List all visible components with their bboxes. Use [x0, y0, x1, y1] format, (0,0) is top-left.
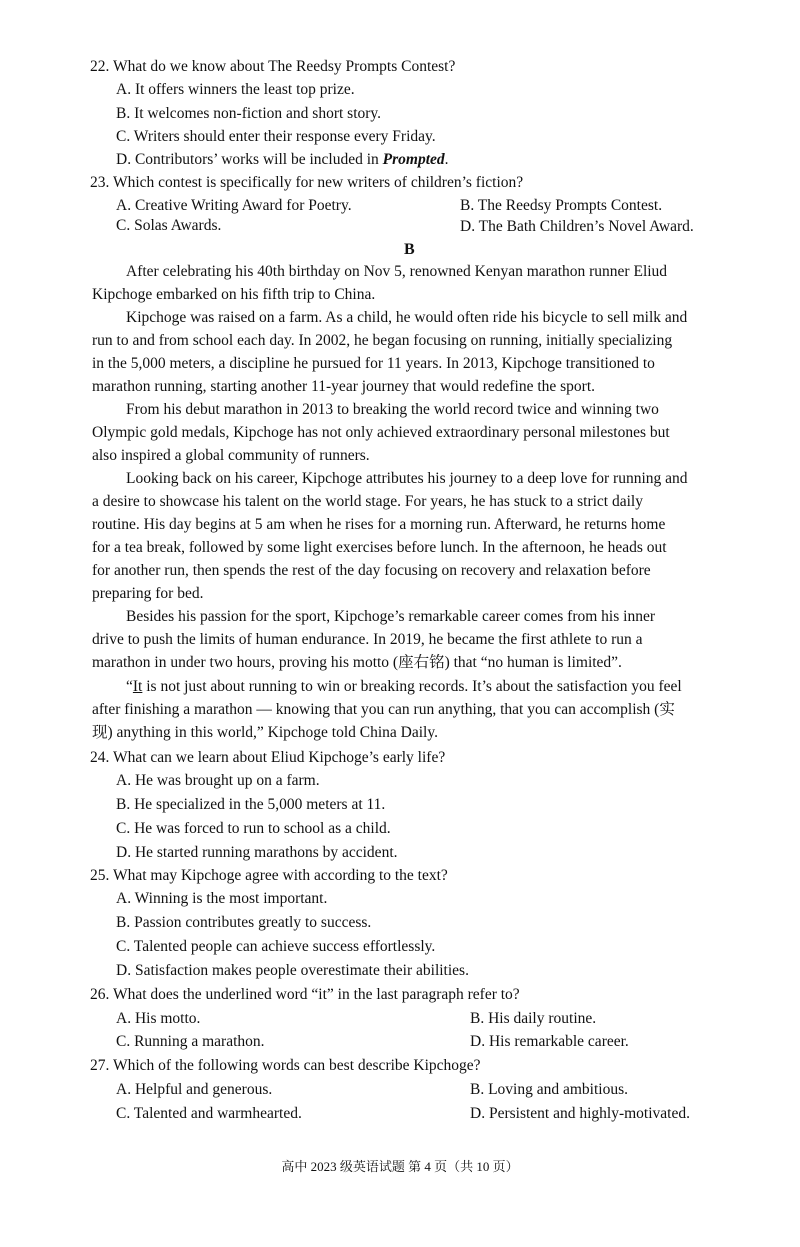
question-25-option-c: C. Talented people can achieve success effortlessly. — [116, 938, 436, 955]
passage-line: Olympic gold medals, Kipchoge has not only achieved extraordinary personal milestones but — [92, 424, 670, 441]
passage-line: in the 5,000 meters, a discipline he pursued for 11 years. In 2013, Kipchoge transitioned to — [92, 355, 655, 372]
question-23-option-d: D. The Bath Children’s Novel Award. — [460, 218, 694, 235]
passage-line: From his debut marathon in 2013 to breaking the world record twice and winning two — [126, 401, 659, 418]
question-25-stem: 25. What may Kipchoge agree with according to the text? — [90, 867, 448, 884]
question-27-stem: 27. Which of the following words can best describe Kipchoge? — [90, 1057, 481, 1074]
passage-line-rest: is not just about running to win or breaking records. It’s about the satisfaction you feel — [142, 678, 682, 695]
passage-open-quote: “ — [126, 678, 133, 695]
question-24-option-b: B. He specialized in the 5,000 meters at 11. — [116, 796, 386, 813]
question-24-option-a: A. He was brought up on a farm. — [116, 772, 320, 789]
question-22-option-c: C. Writers should enter their response every Friday. — [116, 128, 436, 145]
question-23-option-c: C. Solas Awards. — [116, 217, 222, 234]
question-27-option-d: D. Persistent and highly-motivated. — [470, 1105, 690, 1122]
question-26-option-d: D. His remarkable career. — [470, 1033, 629, 1050]
question-27-option-b: B. Loving and ambitious. — [470, 1081, 629, 1098]
section-heading: B — [404, 241, 415, 258]
question-23-stem: 23. Which contest is specifically for new writers of children’s fiction? — [90, 174, 524, 191]
question-22-option-d — [116, 150, 449, 170]
passage-line: preparing for bed. — [92, 585, 204, 602]
passage-line: After celebrating his 40th birthday on Nov 5, renowned Kenyan marathon runner Eliud — [126, 263, 668, 280]
question-22-stem: 22. What do we know about The Reedsy Prompts Contest? — [90, 58, 456, 75]
passage-line: for a tea break, followed by some light exercises before lunch. In the afternoon, he heads out — [92, 539, 667, 556]
question-25-option-b: B. Passion contributes greatly to success. — [116, 914, 372, 931]
question-27-option-c: C. Talented and warmhearted. — [116, 1105, 302, 1122]
passage-line: Kipchoge embarked on his fifth trip to China. — [92, 286, 376, 303]
question-27-option-a: A. Helpful and generous. — [116, 1081, 273, 1098]
question-22-option-d-text: D. Contributors’ works will be included in — [116, 151, 383, 168]
passage-line: also inspired a global community of runners. — [92, 447, 370, 464]
question-24-option-c: C. He was forced to run to school as a child. — [116, 820, 391, 837]
question-26-option-a: A. His motto. — [116, 1010, 201, 1027]
passage-line: drive to push the limits of human endurance. In 2019, he became the first athlete to run a — [92, 631, 643, 648]
question-24-option-d: D. He started running marathons by accident. — [116, 844, 398, 861]
passage-line: routine. His day begins at 5 am when he rises for a morning run. Afterward, he returns home — [92, 516, 666, 533]
passage-line: 现) anything in this world,” Kipchoge told China Daily. — [92, 724, 438, 741]
passage-line — [126, 677, 682, 697]
underlined-word-it: It — [132, 678, 143, 695]
question-22-option-a: A. It offers winners the least top prize. — [116, 81, 355, 98]
prompted-title: Prompted — [382, 151, 445, 168]
passage-line: a desire to showcase his talent on the world stage. For years, he has stuck to a strict daily — [92, 493, 643, 510]
question-22-option-b: B. It welcomes non-fiction and short story. — [116, 105, 382, 122]
question-25-option-a: A. Winning is the most important. — [116, 890, 328, 907]
passage-line: Besides his passion for the sport, Kipchoge’s remarkable career comes from his inner — [126, 608, 655, 625]
passage-line: marathon in under two hours, proving his motto (座右铭) that “no human is limited”. — [92, 654, 622, 671]
question-26-stem: 26. What does the underlined word “it” in the last paragraph refer to? — [90, 986, 520, 1003]
passage-line: for another run, then spends the rest of the day focusing on recovery and relaxation before — [92, 562, 651, 579]
passage-line: marathon running, starting another 11-year journey that would redefine the sport. — [92, 378, 596, 395]
question-26-option-c: C. Running a marathon. — [116, 1033, 265, 1050]
question-23-option-b: B. The Reedsy Prompts Contest. — [460, 197, 663, 214]
passage-line: Kipchoge was raised on a farm. As a child, he would often ride his bicycle to sell milk and — [126, 309, 688, 326]
passage-line: run to and from school each day. In 2002, he began focusing on running, initially specializing — [92, 332, 673, 349]
question-26-option-b: B. His daily routine. — [470, 1010, 597, 1027]
page-footer: 高中 2023 级英语试题 第 4 页（共 10 页） — [281, 1159, 519, 1174]
question-24-stem: 24. What can we learn about Eliud Kipchoge’s early life? — [90, 749, 446, 766]
passage-line: Looking back on his career, Kipchoge attributes his journey to a deep love for running and — [126, 470, 688, 487]
question-25-option-d: D. Satisfaction makes people overestimate their abilities. — [116, 962, 469, 979]
passage-line: after finishing a marathon — knowing that you can run anything, that you can accomplish (实 — [92, 701, 675, 718]
question-23-option-a: A. Creative Writing Award for Poetry. — [116, 197, 352, 214]
question-22-option-d-end: . — [444, 151, 449, 168]
